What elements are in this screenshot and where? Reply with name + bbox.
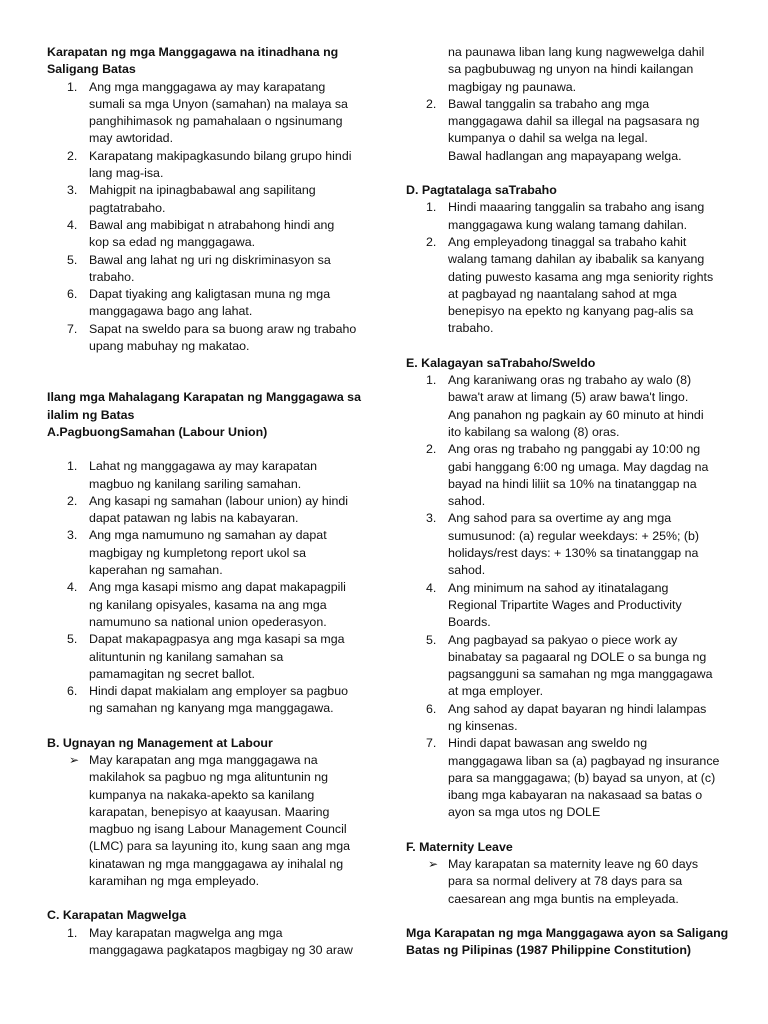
list-item [47, 752, 367, 890]
list-item-text: Regional Tripartite Wages and Productivity [448, 597, 682, 612]
list-item-text: caesarean ang mga buntis na empleyada. [448, 891, 679, 906]
list-item-text: para sa normal delivery at 78 days para sa [448, 874, 683, 889]
list-item-text: trabaho. [89, 269, 135, 284]
section1-title: Karapatan ng mga Manggagawa na itinadhana ng Saligang Batas [47, 45, 339, 77]
list-item-text: kumpanya na nakaka-apekto sa kanilang [89, 787, 315, 802]
list-item [406, 441, 736, 510]
list-item-text: Bawal ang lahat ng uri ng diskriminasyon sa [89, 252, 331, 267]
sectionF-title: F. Maternity Leave [406, 839, 513, 854]
list-item-text: dating puwesto kasama ang mga seniority rights [448, 269, 714, 284]
list-item [406, 856, 736, 908]
list-number: 1. [67, 79, 78, 94]
section2-title: Ilang mga Mahalagang Karapatan ng Manggagawa sa ilalim ng Batas A.PagbuongSamahan (Labour Union) [47, 390, 361, 439]
list-item-text: Sapat na sweldo para sa buong araw ng trabaho [89, 321, 357, 336]
list-item [406, 632, 736, 701]
list-item-text: manggagawa liban sa (a) pagbayad ng insurance [448, 753, 720, 768]
list-number: 1. [426, 200, 437, 215]
list-item-text: Ang sahod ay dapat bayaran ng hindi lalampas [448, 701, 707, 716]
list-item [47, 683, 367, 718]
list-item-text: kop sa edad ng manggagawa. [89, 235, 256, 250]
list-item [406, 580, 736, 632]
list-item-text: karapatan, benepisyo at kaayusan. Maaring [89, 804, 330, 819]
list-number: 1. [67, 925, 78, 940]
list-item-text: holidays/rest days: + 130% sa tinatanggap na [448, 546, 699, 561]
list-item-text: Ang karaniwang oras ng trabaho ay walo (8) [448, 373, 692, 388]
list-item-text: Ang pagbayad sa pakyao o piece work ay [448, 632, 678, 647]
list-item-text: ng samahan ng kanyang mga manggagawa. [89, 701, 334, 716]
list-number: 2. [67, 148, 78, 163]
list-number: 7. [426, 736, 437, 751]
list-item [47, 321, 367, 356]
list-item-text: Boards. [448, 615, 491, 630]
list-item [47, 527, 367, 579]
list-item-text: Bawal hadlangan ang mapayapang welga. [448, 148, 682, 163]
list-item-text: manggagawa pagkatapos magbigay ng 30 araw [89, 942, 353, 957]
list-item-text: ibang mga kabayaran na nakasaad sa batas o [448, 788, 703, 803]
list-item [406, 96, 736, 165]
list-item-text: sahod. [448, 494, 486, 509]
list-item-text: trabaho. [448, 321, 494, 336]
list-item-text: manggagawa kung walang tamang dahilan. [448, 217, 688, 232]
list-item-text: at mga employer. [448, 684, 544, 699]
list-item-text: benepisyo na epekto ng kanyang pag-alis sa [448, 304, 694, 319]
sectionA-list [47, 458, 367, 717]
list-item-text: kumpanya o dahil sa welga na legal. [448, 131, 648, 146]
list-item-text: sumali sa mga Unyon (samahan) na malaya sa [89, 96, 348, 111]
list-item-text: magbuo ng isang Labour Management Council [89, 822, 347, 837]
list-item-text: Lahat ng manggagawa ay may karapatan [89, 459, 318, 474]
list-item [406, 199, 736, 234]
list-item-text: magbigay ng kumpletong report ukol sa [89, 545, 306, 560]
left-column [47, 44, 367, 959]
list-number: 4. [67, 580, 78, 595]
list-number: 3. [67, 183, 78, 198]
list-item-text: Mahigpit na ipinagbabawal ang sapilitang [89, 183, 316, 198]
list-item [47, 252, 367, 287]
sectionE-title: E. Kalagayan saTrabaho/Sweldo [406, 355, 596, 370]
arrow-bullet-icon: ➢ [428, 857, 439, 872]
list-item-text: Ang minimum na sahod ay itinatalagang [448, 580, 669, 595]
list-item-text: ayon sa mga utos ng DOLE [448, 805, 601, 820]
list-item-text: Ang sahod para sa overtime ay ang mga [448, 511, 672, 526]
sectionD-list [406, 199, 736, 337]
list-item-text: walang tamang dahilan ay ibabalik sa kanyang [448, 252, 705, 267]
list-item-text: Bawal tanggalin sa trabaho ang mga [448, 96, 650, 111]
sectionC-continuation: na paunawa liban lang kung nagwewelga dahil sa pagbubuwag ng unyon na hindi kailangan magbigay ng paunawa. [448, 45, 705, 94]
list-number: 2. [426, 234, 437, 249]
list-item-text: manggagawa dahil sa illegal na pagsasara ng [448, 114, 700, 129]
list-item-text: Bawal ang mabibigat n atrabahong hindi ang [89, 217, 335, 232]
list-item-text: at pagbayad ng naantalang sahod at mga [448, 286, 677, 301]
list-item-text: Ang kasapi ng samahan (labour union) ay hindi [89, 493, 348, 508]
list-item-text: May karapatan ang mga manggagawa na [89, 752, 318, 767]
list-item [406, 735, 736, 821]
list-number: 3. [426, 511, 437, 526]
list-item [47, 579, 367, 631]
list-item [47, 79, 367, 148]
list-item-text: Ang empleyadong tinaggal sa trabaho kahit [448, 234, 687, 249]
list-item [406, 510, 736, 579]
list-item-text: May karapatan magwelga ang mga [89, 925, 283, 940]
list-item-text: pamamagitan ng secret ballot. [89, 666, 255, 681]
list-item-text: alituntunin ng kanilang samahan sa [89, 649, 284, 664]
list-item-text: kaperahan ng samahan. [89, 563, 223, 578]
list-item-text: para sa manggagawa; (b) bayad sa unyon, at (c) [448, 770, 716, 785]
list-item-text: Dapat makapagpasya ang mga kasapi sa mga [89, 632, 345, 647]
list-item-text: binabatay sa pagaaral ng DOLE o sa bunga ng [448, 649, 707, 664]
list-item-text: manggagawa bago ang lahat. [89, 304, 253, 319]
list-item-text: lang mag-isa. [89, 166, 164, 181]
list-item-text: ito kabilang sa walong (8) oras. [448, 424, 620, 439]
list-number: 2. [426, 96, 437, 111]
section1-list [47, 79, 367, 356]
list-item [47, 217, 367, 252]
sectionB-list [47, 752, 367, 890]
list-number: 7. [67, 321, 78, 336]
list-item [47, 148, 367, 183]
sectionD-title: D. Pagtatalaga saTrabaho [406, 183, 557, 198]
final-title: Mga Karapatan ng mga Manggagawa ayon sa Saligang Batas ng Pilipinas (1987 Philippine Constitution) [406, 925, 729, 958]
list-item [47, 286, 367, 321]
list-item-text: Ang oras ng trabaho ng panggabi ay 10:00 ng [448, 442, 701, 457]
list-item-text: dapat patawan ng labis na kabayaran. [89, 511, 299, 526]
list-item-text: Ang mga kasapi mismo ang dapat makapagpili [89, 580, 346, 595]
list-number: 4. [67, 217, 78, 232]
list-number: 3. [67, 528, 78, 543]
list-number: 1. [67, 459, 78, 474]
sectionC-title: C. Karapatan Magwelga [47, 908, 187, 923]
list-number: 4. [426, 580, 437, 595]
list-item-text: May karapatan sa maternity leave ng 60 days [448, 857, 699, 872]
list-item-text: Ang mga namumuno ng samahan ay dapat [89, 528, 327, 543]
list-item-text: ng kanilang opisyales, kasama na ang mga [89, 597, 327, 612]
list-item-text: karamihan ng mga empleyado. [89, 874, 260, 889]
list-number: 2. [426, 442, 437, 457]
list-item-text: ng kinsenas. [448, 718, 518, 733]
sectionC-list-2 [406, 96, 736, 165]
list-item [47, 458, 367, 493]
right-column [406, 44, 736, 960]
list-item-text: makilahok sa pagbuo ng mga alituntunin ng [89, 770, 329, 785]
list-item-text: bayad na hindi liliit sa 10% na tinatanggap na [448, 476, 697, 491]
list-number: 6. [67, 287, 78, 302]
list-item-text: gabi hanggang 6:00 ng umaga. May dagdag na [448, 459, 709, 474]
list-item-text: upang mabuhay ng makatao. [89, 339, 250, 354]
list-item-text: Hindi dapat bawasan ang sweldo ng [448, 736, 648, 751]
list-item-text: may awtoridad. [89, 131, 174, 146]
list-number: 6. [426, 701, 437, 716]
list-item-text: Ang mga manggagawa ay may karapatang [89, 79, 326, 94]
list-item-text: bawa't araw at limang (5) araw bawa't lingo. [448, 390, 689, 405]
list-item-text: Hindi dapat makialam ang employer sa pagbuo [89, 684, 348, 699]
list-item-text: pagtatrabaho. [89, 200, 166, 215]
list-item-text: pagsangguni sa samahan ng mga manggagawa [448, 667, 713, 682]
sectionC-list [47, 925, 367, 960]
list-item-text: (LMC) para sa layuning ito, kung saan ang mga [89, 839, 351, 854]
list-item [47, 631, 367, 683]
list-item-text: Dapat tiyaking ang kaligtasan muna ng mga [89, 287, 331, 302]
list-item-text: Karapatang makipagkasundo bilang grupo hindi [89, 148, 352, 163]
sectionB-title: B. Ugnayan ng Management at Labour [47, 735, 273, 750]
list-number: 2. [67, 493, 78, 508]
list-item-text: kinatawan ng mga manggagawa ay inihalal ng [89, 856, 344, 871]
sectionF-list [406, 856, 736, 908]
list-number: 5. [67, 252, 78, 267]
list-item-text: namumuno sa national union opederasyon. [89, 614, 327, 629]
list-item-text: Ang panahon ng pagkain ay 60 minuto at hindi [448, 407, 704, 422]
arrow-bullet-icon: ➢ [69, 752, 80, 767]
list-item-text: panghihimasok ng pamahalaan o ngsinumang [89, 114, 343, 129]
list-number: 6. [67, 684, 78, 699]
sectionE-list [406, 372, 736, 822]
list-item [406, 234, 736, 338]
list-number: 5. [67, 632, 78, 647]
list-item [47, 493, 367, 528]
list-number: 1. [426, 373, 437, 388]
list-item-text: sahod. [448, 563, 486, 578]
list-item [406, 372, 736, 441]
list-item-text: Hindi maaaring tanggalin sa trabaho ang isang [448, 200, 705, 215]
list-item-text: magbuo ng kanilang sariling samahan. [89, 476, 302, 491]
list-item [406, 701, 736, 736]
list-item-text: sumusunod: (a) regular weekdays: + 25%; (b) [448, 528, 700, 543]
list-item [47, 925, 367, 960]
list-item [47, 182, 367, 217]
list-number: 5. [426, 632, 437, 647]
